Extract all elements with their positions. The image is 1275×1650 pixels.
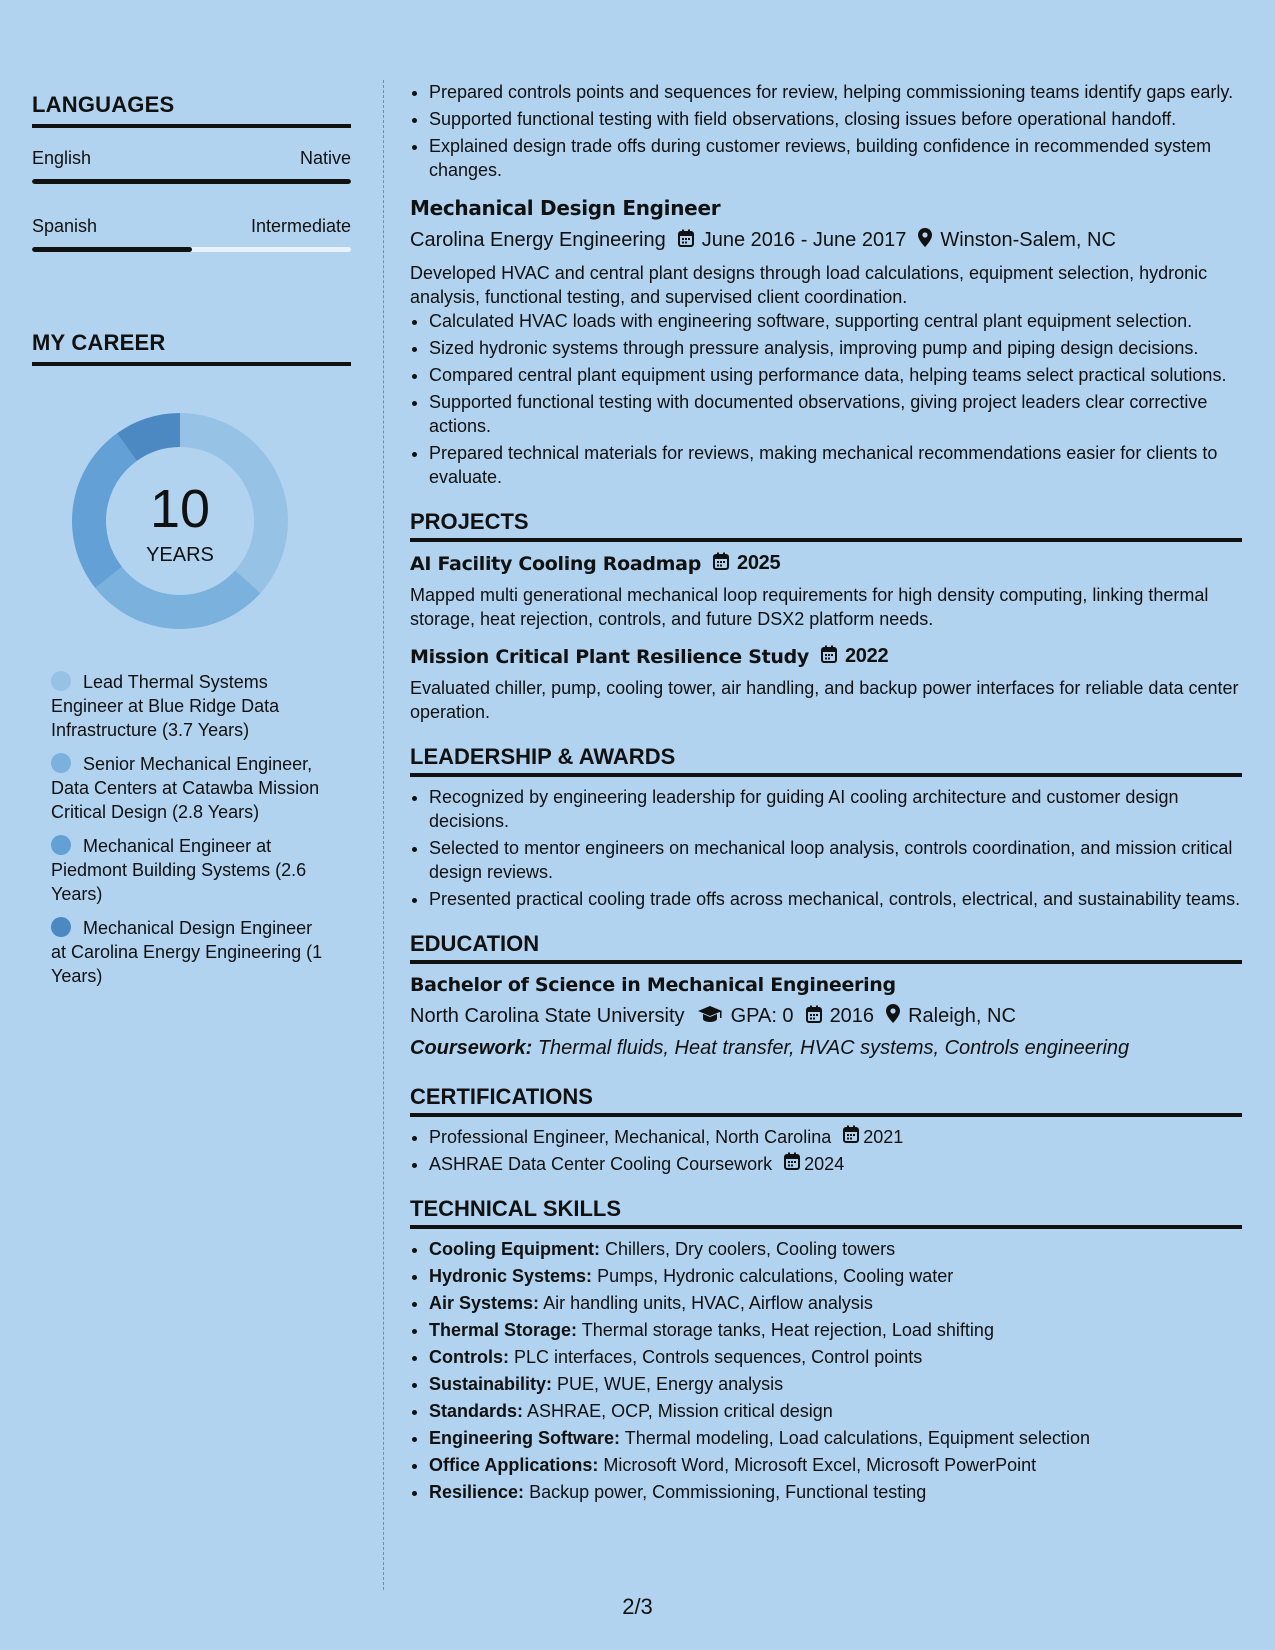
legend-dot — [51, 753, 71, 773]
bullet-item: • Presented practical cooling trade offs across mechanical, controls, electrical, and sustainability teams. — [429, 887, 1242, 911]
language-level: Intermediate — [250, 216, 351, 236]
legend-item — [51, 670, 331, 742]
legend-item — [51, 916, 331, 988]
certification-year: 2021 — [863, 1127, 904, 1147]
project-name: Mission Critical Plant Resilience Study — [410, 645, 809, 668]
project-year: 2022 — [844, 645, 889, 667]
calendar-icon — [678, 229, 694, 253]
skill-value: Thermal modeling, Load calculations, Equipment selection — [624, 1428, 1090, 1448]
graduation-year: 2016 — [829, 1005, 875, 1027]
language-level: Native — [299, 148, 351, 168]
job-dates: June 2016 - June 2017 — [701, 229, 907, 251]
job-location: Winston-Salem, NC — [940, 229, 1116, 251]
bullet-item: • Prepared controls points and sequences for review, helping commissioning teams identify gaps early. — [429, 80, 1242, 104]
projects-heading: PROJECTS — [410, 509, 1242, 542]
bullet-item: • Selected to mentor engineers on mechanical loop analysis, controls coordination, and mission critical design reviews. — [429, 836, 1242, 884]
skill-label: Resilience: — [429, 1482, 525, 1502]
legend-item — [51, 752, 331, 824]
project-title — [410, 552, 1242, 575]
job-meta — [410, 228, 1242, 253]
certification-item — [429, 1125, 1242, 1149]
language-name: Spanish — [32, 216, 98, 236]
language-level-fill — [32, 179, 351, 184]
project-description: Mapped multi generational mechanical loop requirements for high density computing, linking thermal storage, heat rejection, controls, and future DSX2 platform needs. — [410, 585, 1209, 629]
skill-item — [429, 1453, 1242, 1477]
calendar-icon — [821, 645, 837, 668]
skill-item — [429, 1237, 1242, 1261]
legend-dot — [51, 917, 71, 937]
bullet-item: • Supported functional testing with documented observations, giving project leaders clear corrective actions. — [429, 390, 1242, 438]
skill-label: Air Systems: — [429, 1293, 540, 1313]
calendar-icon — [784, 1152, 800, 1176]
leadership-heading: LEADERSHIP & AWARDS — [410, 744, 1242, 777]
skill-value: ASHRAE, OCP, Mission critical design — [527, 1401, 833, 1421]
certifications-list — [410, 1125, 1242, 1176]
certification-name: • ASHRAE Data Center Cooling Coursework — [429, 1154, 773, 1174]
page-number: 2/3 — [622, 1594, 653, 1619]
skill-item — [429, 1291, 1242, 1315]
skills-heading: TECHNICAL SKILLS — [410, 1196, 1242, 1229]
skill-value: Chillers, Dry coolers, Cooling towers — [605, 1239, 896, 1259]
certifications-heading: CERTIFICATIONS — [410, 1084, 1242, 1117]
skill-item — [429, 1399, 1242, 1423]
language-level-fill — [32, 247, 192, 252]
legend-label: Senior Mechanical Engineer, Data Centers at Catawba Mission Critical Design (2.8 Years) — [51, 754, 320, 822]
donut-center — [65, 406, 295, 636]
degree-title: Bachelor of Science in Mechanical Engineering — [410, 974, 896, 996]
project-name: AI Facility Cooling Roadmap — [410, 552, 702, 575]
certification-item — [429, 1152, 1242, 1176]
calendar-icon — [843, 1125, 859, 1149]
coursework — [410, 1037, 1242, 1060]
job-title: Mechanical Design Engineer — [410, 196, 721, 220]
column-divider — [383, 80, 384, 1590]
legend-label: Lead Thermal Systems Engineer at Blue Ridge Data Infrastructure (3.7 Years) — [51, 672, 280, 740]
bullet-item: • Prepared technical materials for reviews, making mechanical recommendations easier for clients to evaluate. — [429, 441, 1242, 489]
language-name: English — [32, 148, 92, 168]
map-pin-icon — [886, 1004, 900, 1029]
skill-item — [429, 1345, 1242, 1369]
skill-item — [429, 1264, 1242, 1288]
coursework-list: Thermal fluids, Heat transfer, HVAC systems, Controls engineering — [537, 1037, 1130, 1059]
bullet-item: • Calculated HVAC loads with engineering software, supporting central plant equipment selection. — [429, 309, 1242, 333]
bullet-item: • Recognized by engineering leadership for guiding AI cooling architecture and customer design decisions. — [429, 785, 1242, 833]
map-pin-icon — [918, 228, 932, 253]
skill-item — [429, 1318, 1242, 1342]
skill-label: Controls: — [429, 1347, 509, 1367]
skill-label: Cooling Equipment: — [429, 1239, 600, 1259]
education-meta — [410, 1004, 1242, 1029]
language-item — [32, 148, 351, 184]
gpa: GPA: 0 — [730, 1005, 794, 1027]
skills-list — [410, 1237, 1242, 1504]
skill-value: Thermal storage tanks, Heat rejection, Load shifting — [581, 1320, 994, 1340]
main-content — [410, 80, 1242, 1507]
legend-label: Mechanical Engineer at Piedmont Building Systems (2.6 Years) — [51, 836, 307, 904]
job-summary: Developed HVAC and central plant designs through load calculations, equipment selection, hydronic analysis, functional testing, and supervised client coordination. — [410, 263, 1208, 307]
leadership-bullets — [410, 785, 1242, 911]
skill-label: Engineering Software: — [429, 1428, 621, 1448]
career-total-years: 10 — [149, 478, 211, 539]
project-title — [410, 645, 1242, 668]
job-bullets — [410, 309, 1242, 489]
skill-label: Standards: — [429, 1401, 524, 1421]
bullet-item: • Compared central plant equipment using performance data, helping teams select practical solutions. — [429, 363, 1242, 387]
language-item — [32, 216, 351, 252]
skill-value: Pumps, Hydronic calculations, Cooling water — [597, 1266, 954, 1286]
school-name: North Carolina State University — [410, 1005, 685, 1027]
sidebar — [32, 92, 351, 998]
graduation-cap-icon — [697, 1005, 723, 1029]
languages-heading: LANGUAGES — [32, 92, 351, 128]
skill-value: Microsoft Word, Microsoft Excel, Microsoft PowerPoint — [603, 1455, 1037, 1475]
project-year: 2025 — [737, 552, 781, 574]
skill-label: Office Applications: — [429, 1455, 599, 1475]
legend-label: Mechanical Design Engineer at Carolina Energy Engineering (1 Years) — [51, 918, 323, 986]
certification-name: • Professional Engineer, Mechanical, North Carolina — [429, 1127, 832, 1147]
company-name: Carolina Energy Engineering — [410, 229, 666, 251]
bullet-item: • Supported functional testing with field observations, closing issues before operational handoff. — [429, 107, 1242, 131]
skill-value: Air handling units, HVAC, Airflow analysis — [543, 1293, 873, 1313]
calendar-icon — [806, 1005, 822, 1029]
legend-item — [51, 834, 331, 906]
career-heading: MY CAREER — [32, 330, 351, 366]
skill-item — [429, 1426, 1242, 1450]
skill-value: PLC interfaces, Controls sequences, Control points — [514, 1347, 923, 1367]
skill-value: PUE, WUE, Energy analysis — [557, 1374, 784, 1394]
bullet-item: • Sized hydronic systems through pressure analysis, improving pump and piping design decisions. — [429, 336, 1242, 360]
skill-label: Hydronic Systems: — [429, 1266, 593, 1286]
education-heading: EDUCATION — [410, 931, 1242, 964]
skill-label: Sustainability: — [429, 1374, 553, 1394]
project-description: Evaluated chiller, pump, cooling tower, air handling, and backup power interfaces for reliable data center operation. — [410, 678, 1239, 722]
language-level-bar — [32, 179, 351, 184]
language-level-bar — [32, 247, 351, 252]
career-donut-chart — [65, 406, 295, 636]
skill-value: Backup power, Commissioning, Functional testing — [529, 1482, 927, 1502]
skill-item — [429, 1480, 1242, 1504]
skill-label: Thermal Storage: — [429, 1320, 578, 1340]
bullet-item: • Explained design trade offs during customer reviews, building confidence in recommended system changes. — [429, 134, 1242, 182]
career-total-unit: YEARS — [146, 543, 214, 566]
career-legend — [32, 670, 351, 988]
certification-year: 2024 — [804, 1154, 845, 1174]
skill-item — [429, 1372, 1242, 1396]
previous-job-bullets — [410, 80, 1242, 182]
legend-dot — [51, 835, 71, 855]
legend-dot — [51, 671, 71, 691]
school-location: Raleigh, NC — [908, 1005, 1016, 1027]
calendar-icon — [713, 552, 729, 575]
coursework-label: Coursework: — [410, 1037, 533, 1059]
